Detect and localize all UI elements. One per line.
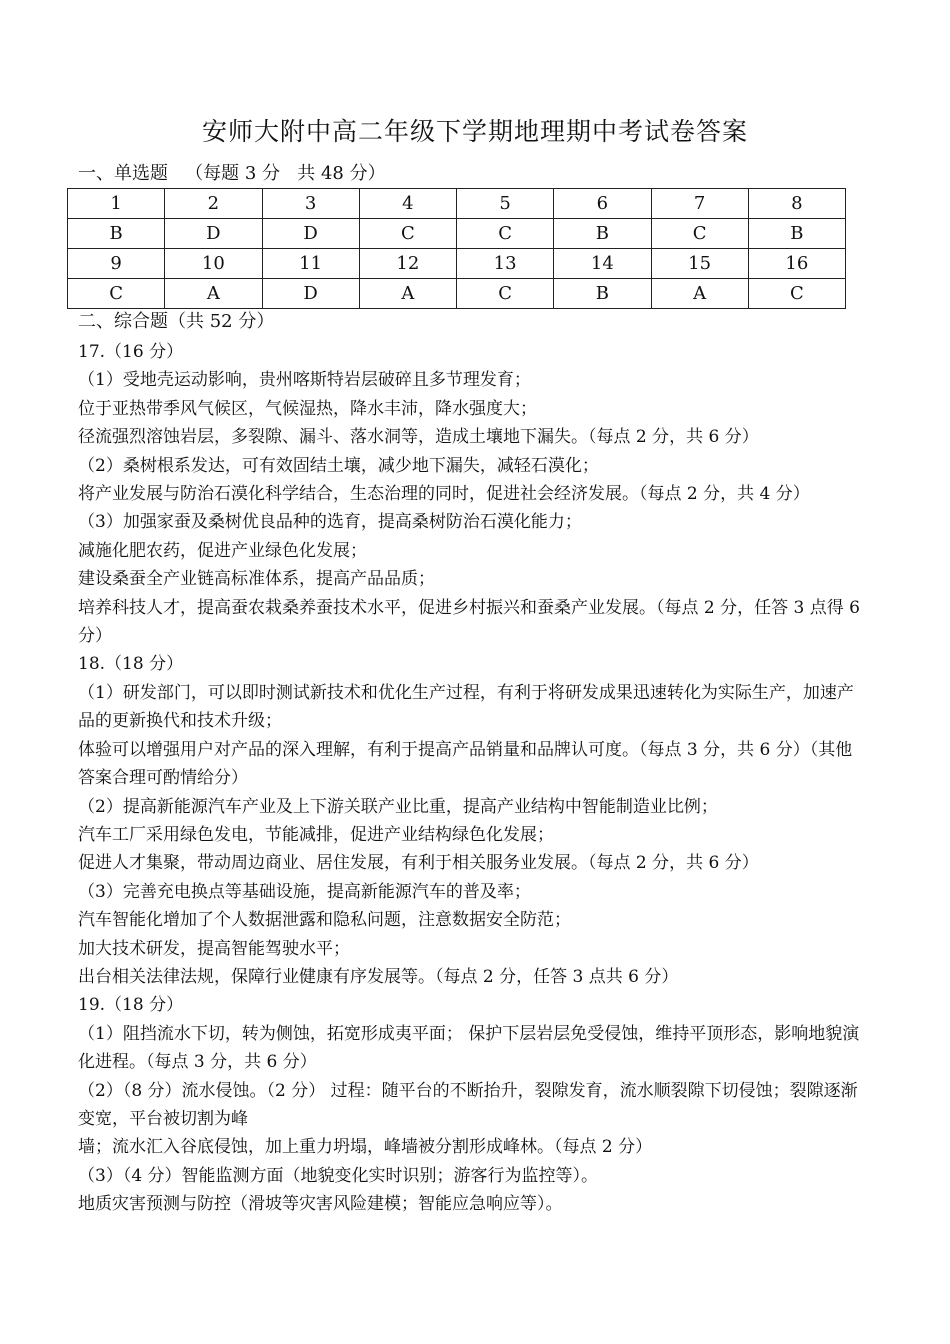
answer-line: （3）完善充电换点等基础设施，提高新能源汽车的普及率； xyxy=(78,881,531,902)
answer-table-cell: 1 xyxy=(68,189,165,219)
answer-line: 17.（16 分） xyxy=(78,342,184,362)
answer-table-cell: 4 xyxy=(359,189,456,219)
answer-table-cell: D xyxy=(262,219,359,249)
answer-table-row xyxy=(68,219,846,249)
answer-table-cell: 6 xyxy=(554,189,651,219)
answer-line: （2）提高新能源汽车产业及上下游关联产业比重，提高产业结构中智能制造业比例； xyxy=(78,796,718,817)
answer-line: 体验可以增强用户对产品的深入理解，有利于提高产品销量和品牌认可度。（每点 3 分，共 6 分）（其他答案合理可酌情给分） xyxy=(78,739,853,789)
answer-table-cell: B xyxy=(748,219,845,249)
answer-table-cell: 14 xyxy=(554,249,651,279)
answer-table-cell: C xyxy=(651,219,748,249)
answer-table xyxy=(67,188,846,309)
answer-line: 汽车智能化增加了个人数据泄露和隐私问题，注意数据安全防范； xyxy=(78,910,571,931)
answer-line: 将产业发展与防治石漠化科学结合，生态治理的同时，促进社会经济发展。（每点 2 分，共 4 分） xyxy=(78,484,810,505)
answer-table-cell: B xyxy=(68,219,165,249)
answer-line: 墙；流水汇入谷底侵蚀，加上重力坍塌，峰墙被分割形成峰林。（每点 2 分） xyxy=(78,1137,653,1158)
answer-table-cell: 7 xyxy=(651,189,748,219)
answer-table-row xyxy=(68,249,846,279)
answer-line: 促进人才集聚，带动周边商业、居住发展，有利于相关服务业发展。（每点 2 分，共 6 分） xyxy=(78,853,759,874)
answer-line: 位于亚热带季风气候区，气候湿热，降水丰沛，降水强度大； xyxy=(78,398,537,419)
answer-line: 地质灾害预测与防控（滑坡等灾害风险建模；智能应急响应等）。 xyxy=(78,1194,563,1215)
answer-table-cell: 16 xyxy=(748,249,845,279)
answer-table-cell: 13 xyxy=(457,249,554,279)
answer-line: 建设桑蚕全产业链高标准体系，提高产品品质； xyxy=(78,569,435,590)
answer-line: 18.（18 分） xyxy=(78,654,184,675)
answer-line: 汽车工厂采用绿色发电，节能减排，促进产业结构绿色化发展； xyxy=(78,824,554,845)
answer-line: 出台相关法律法规，保障行业健康有序发展等。（每点 2 分，任答 3 点共 6 分） xyxy=(78,966,679,987)
answer-line: （2）桑树根系发达，可有效固结土壤，减少地下漏失，减轻石漠化； xyxy=(78,455,599,476)
answer-line: 径流强烈溶蚀岩层，多裂隙、漏斗、落水洞等，造成土壤地下漏失。（每点 2 分，共 6 分） xyxy=(78,427,759,448)
answer-table-row xyxy=(68,279,846,309)
answer-line: （3）（4 分）智能监测方面（地貌变化实时识别；游客行为监控等）。 xyxy=(78,1165,599,1186)
answer-table-cell: 11 xyxy=(262,249,359,279)
answer-table-cell: C xyxy=(359,219,456,249)
answer-line: 19.（18 分） xyxy=(78,995,184,1016)
answer-table-cell: C xyxy=(68,279,165,309)
answer-table-cell: 9 xyxy=(68,249,165,279)
answer-table-cell: A xyxy=(651,279,748,309)
answer-line: 加大技术研发，提高智能驾驶水平； xyxy=(78,938,350,959)
answer-table-cell: C xyxy=(457,219,554,249)
answer-table-row xyxy=(68,189,846,219)
answer-table-cell: C xyxy=(748,279,845,309)
answer-line: （2）（8 分）流水侵蚀。（2 分） 过程：随平台的不断抬升，裂隙发育，流水顺裂隙下切侵蚀；裂隙逐渐变宽，平台被切割为峰 xyxy=(78,1080,858,1129)
answer-table-cell: B xyxy=(554,279,651,309)
answer-line: （3）加强家蚕及桑树优良品种的选育，提高桑树防治石漠化能力； xyxy=(78,512,582,533)
answer-line: （1）阻挡流水下切，转为侧蚀，拓宽形成夷平面； 保护下层岩层免受侵蚀，维持平顶形态，影响地貌演化进程。（每点 3 分，共 6 分） xyxy=(78,1023,860,1073)
answer-table-cell: 3 xyxy=(262,189,359,219)
answer-table-cell: D xyxy=(165,219,262,249)
answer-table-cell: 15 xyxy=(651,249,748,279)
answer-line: 培养科技人才，提高蚕农栽桑养蚕技术水平，促进乡村振兴和蚕桑产业发展。（每点 2 分，任答 3 点得 6 分） xyxy=(78,597,860,647)
answer-line: （1）受地壳运动影响，贵州喀斯特岩层破碎且多节理发育； xyxy=(78,370,531,391)
answer-table-cell: D xyxy=(262,279,359,309)
answer-body xyxy=(78,338,868,1219)
page-title: 安师大附中高二年级下学期地理期中考试卷答案 xyxy=(201,117,748,146)
answer-table-cell: A xyxy=(359,279,456,309)
answer-table-cell: A xyxy=(165,279,262,309)
answer-table-cell: 10 xyxy=(165,249,262,279)
answer-table-cell: 12 xyxy=(359,249,456,279)
answer-line: 减施化肥农药，促进产业绿色化发展； xyxy=(78,540,367,561)
answer-table-cell: 5 xyxy=(457,189,554,219)
section-2-heading: 二、综合题（共 52 分） xyxy=(78,311,275,332)
answer-table-cell: B xyxy=(554,219,651,249)
answer-table-cell: C xyxy=(457,279,554,309)
answer-line: （1）研发部门，可以即时测试新技术和优化生产过程，有利于将研发成果迅速转化为实际生产，加速产品的更新换代和技术升级； xyxy=(78,682,854,732)
answer-table-cell: 8 xyxy=(748,189,845,219)
answer-table-cell: 2 xyxy=(165,189,262,219)
section-1-heading: 一、单选题 （每题 3 分 共 48 分） xyxy=(78,163,386,184)
